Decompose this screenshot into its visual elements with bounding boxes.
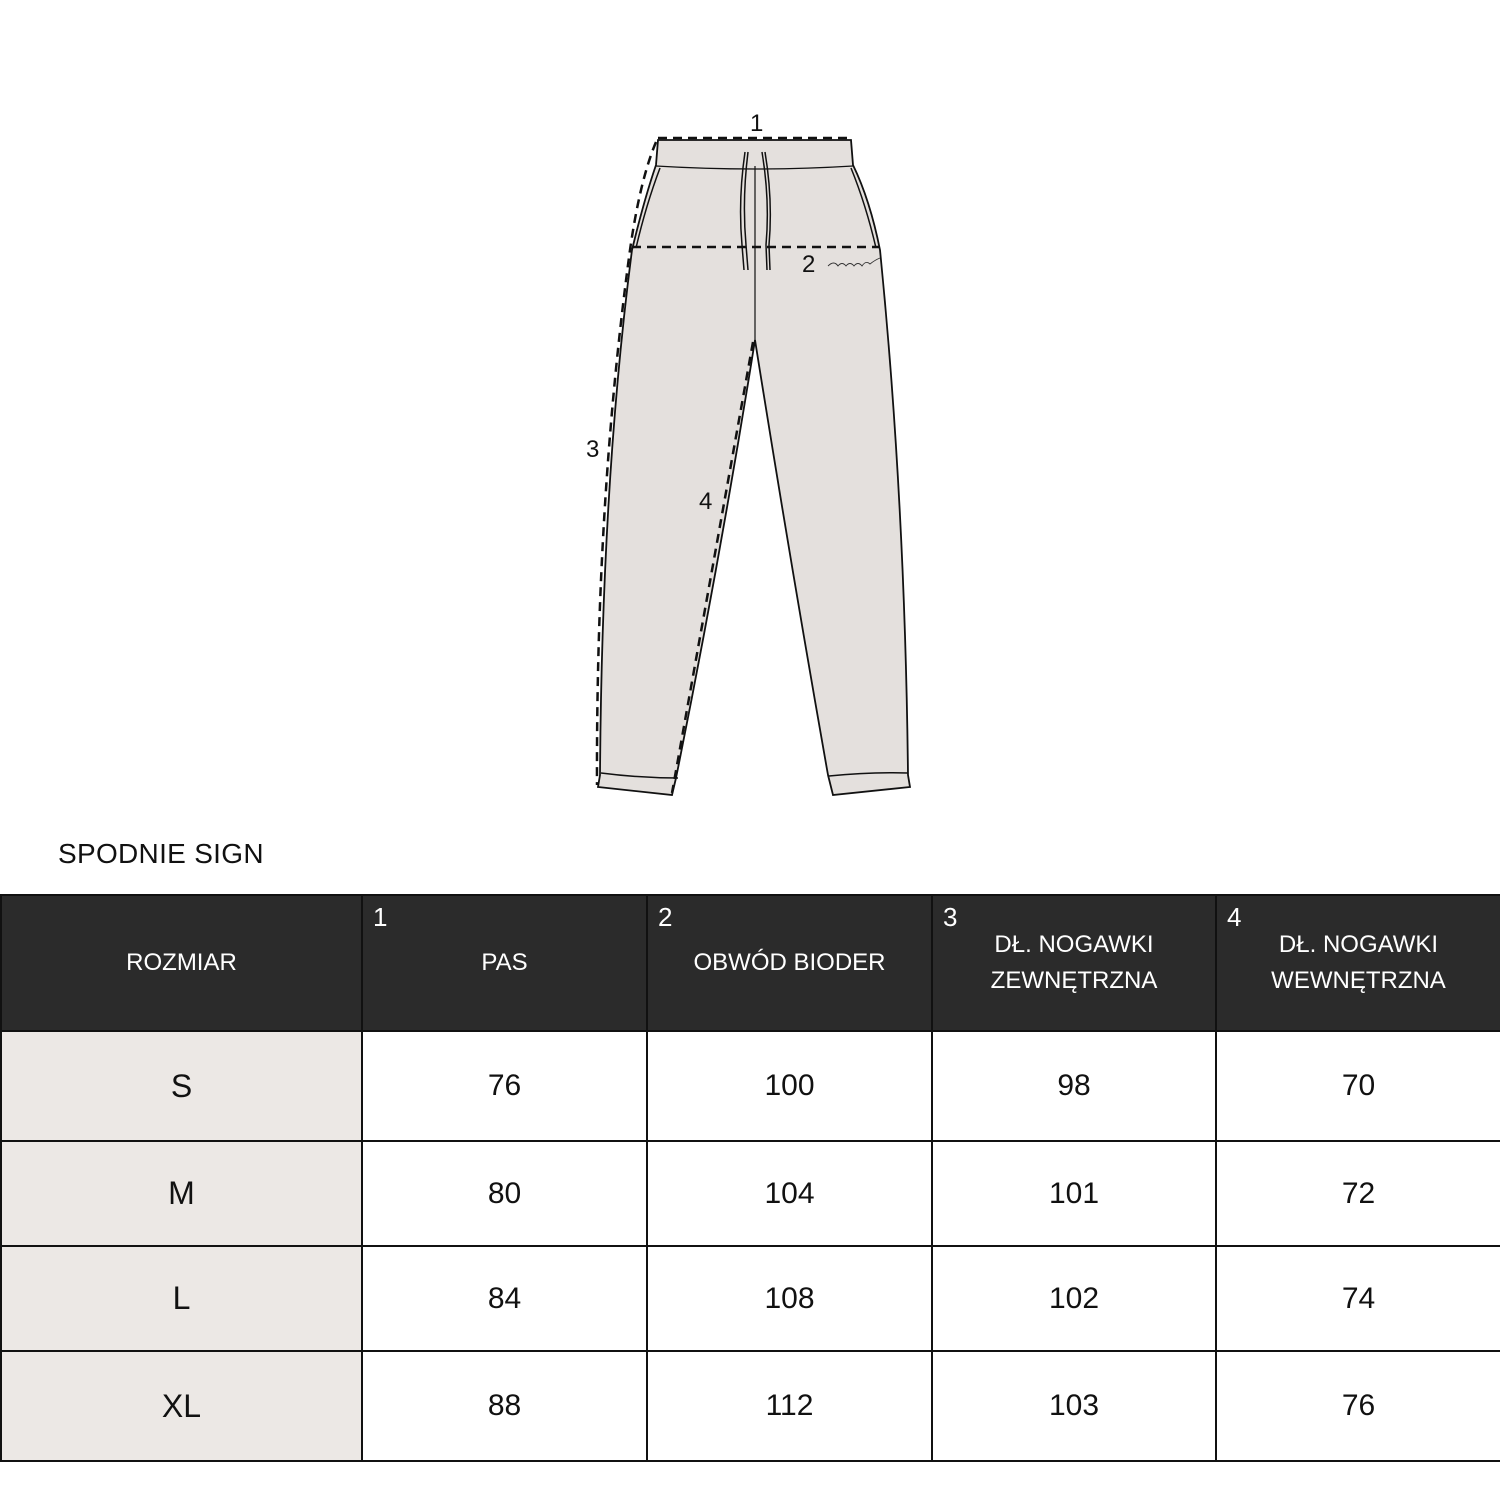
outer-leg-cell: 98	[932, 1031, 1216, 1141]
size-cell: M	[1, 1141, 362, 1246]
waist-cell: 80	[362, 1141, 647, 1246]
header-outer-leg	[932, 895, 1216, 1031]
header-number: 4	[1227, 902, 1242, 932]
header-label: ROZMIAR	[126, 949, 237, 976]
table-row	[1, 1031, 1500, 1141]
waist-cell: 84	[362, 1246, 647, 1351]
table-row	[1, 1351, 1500, 1461]
size-cell: S	[1, 1031, 362, 1141]
inner-leg-cell: 72	[1216, 1141, 1500, 1246]
label-3: 3	[586, 436, 600, 463]
header-waist	[362, 895, 647, 1031]
header-number: 2	[658, 902, 673, 932]
hips-cell: 104	[647, 1141, 932, 1246]
product-title: SPODNIE SIGN	[58, 838, 264, 869]
header-label: OBWÓD BIODER	[693, 949, 886, 976]
header-number: 3	[943, 902, 958, 932]
hips-cell: 100	[647, 1031, 932, 1141]
label-2: 2	[802, 251, 816, 278]
size-cell: L	[1, 1246, 362, 1351]
hips-cell: 108	[647, 1246, 932, 1351]
outer-leg-cell: 101	[932, 1141, 1216, 1246]
table-row	[1, 1141, 1500, 1246]
header-size	[1, 895, 362, 1031]
hips-cell: 112	[647, 1351, 932, 1461]
header-label-line2: ZEWNĘTRZNA	[990, 967, 1158, 994]
table-header-row	[1, 895, 1500, 1031]
inner-leg-cell: 70	[1216, 1031, 1500, 1141]
label-1: 1	[750, 110, 764, 137]
label-4: 4	[699, 488, 713, 515]
outer-leg-cell: 102	[932, 1246, 1216, 1351]
header-label: PAS	[481, 949, 528, 976]
size-chart-table	[0, 894, 1500, 1462]
waist-cell: 76	[362, 1031, 647, 1141]
waist-cell: 88	[362, 1351, 647, 1461]
size-cell: XL	[1, 1351, 362, 1461]
inner-leg-cell: 76	[1216, 1351, 1500, 1461]
pants-outline	[598, 140, 910, 795]
header-hips	[647, 895, 932, 1031]
header-label-line1: DŁ. NOGAWKI	[1278, 931, 1439, 958]
outer-leg-cell: 103	[932, 1351, 1216, 1461]
inner-leg-cell: 74	[1216, 1246, 1500, 1351]
header-inner-leg	[1216, 895, 1500, 1031]
header-label-line2: WEWNĘTRZNA	[1271, 967, 1446, 994]
header-label-line1: DŁ. NOGAWKI	[994, 931, 1154, 958]
table-row	[1, 1246, 1500, 1351]
header-number: 1	[373, 902, 388, 932]
